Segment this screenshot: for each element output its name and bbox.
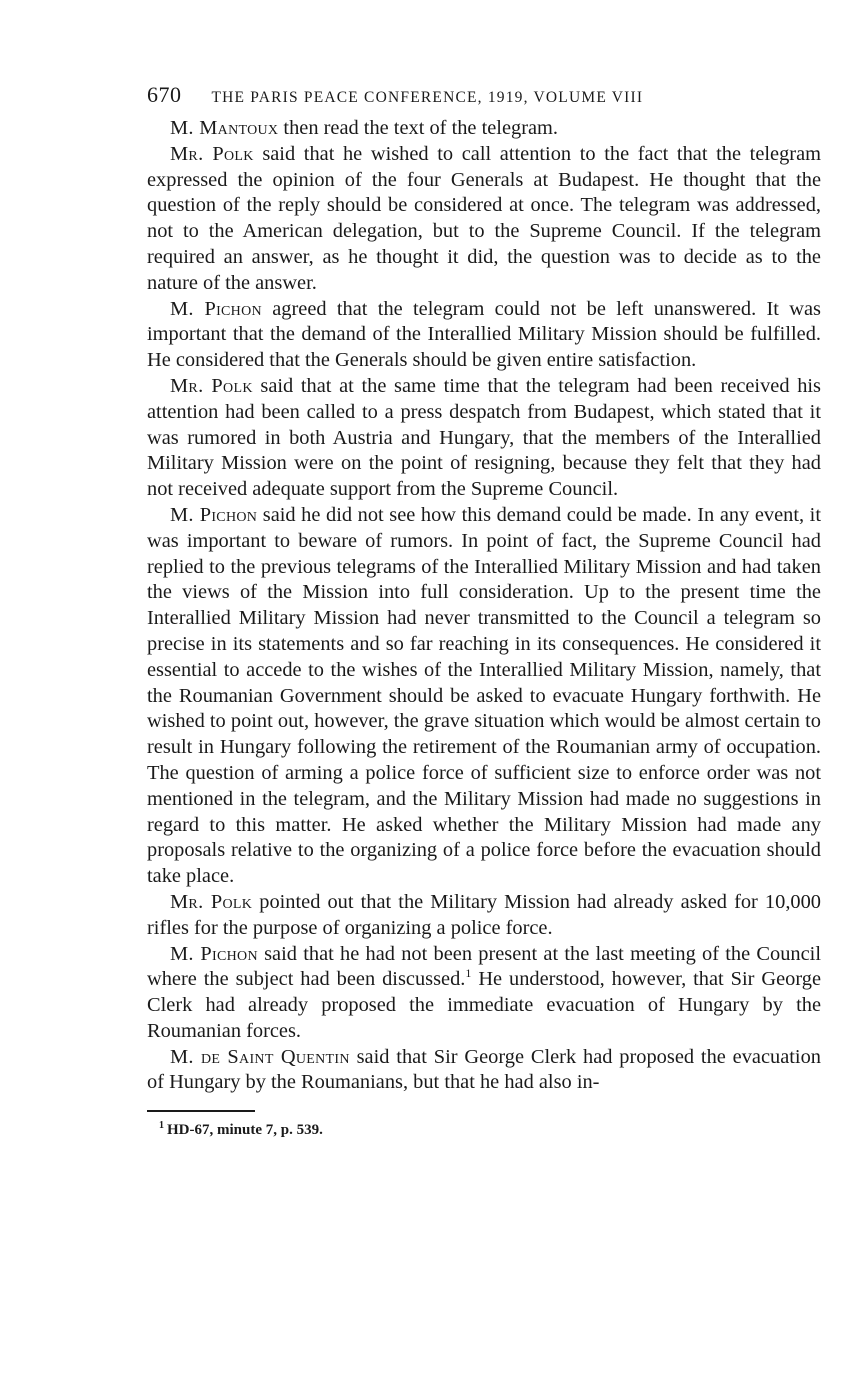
speaker-name: Mr. Polk — [170, 142, 254, 165]
page-number: 670 — [147, 82, 182, 107]
paragraph — [147, 890, 821, 942]
paragraph — [147, 374, 821, 503]
paragraph-text: then read the text of the telegram. — [278, 117, 558, 139]
footnote-divider — [147, 1110, 255, 1112]
footnote-reference[interactable]: 1 — [465, 966, 472, 981]
speaker-name: M. Pichon — [170, 942, 258, 965]
speaker-name: Mr. Polk — [170, 374, 253, 397]
paragraph-text: agreed that the telegram could not be left unanswered. It was important that the demand of the Interallied Military Mission should be fulfilled. He considered that the Generals should be given entire satisfaction. — [147, 297, 821, 372]
paragraph-text: said that at the same time that the telegram had been received his attention had been called to a press despatch from Budapest, which stated that it was rumored in both Austria and Hungary, that the members of the Interallied Military Mission were on the point of resigning, because they felt that they had not received adequate support from the Supreme Council. — [147, 374, 821, 501]
paragraph — [147, 142, 821, 297]
paragraph — [147, 297, 821, 374]
footnote-mark: 1 — [159, 1120, 164, 1132]
paragraph — [147, 116, 821, 142]
paragraph — [147, 1045, 821, 1097]
speaker-name: M. de Saint Quentin — [170, 1045, 350, 1068]
paragraph-text: said that he had not been present at the last meeting of the Council where the subject had been discussed. — [147, 942, 821, 991]
speaker-name: M. Pichon — [170, 503, 258, 526]
speaker-name: M. Mantoux — [170, 117, 279, 139]
speaker-name: M. Pichon — [170, 297, 262, 320]
footnote — [147, 1122, 821, 1139]
paragraph — [147, 503, 821, 890]
paragraph-text: said that he wished to call attention to the fact that the telegram expressed the opinion of the four Generals at Budapest. He thought that the question of the reply should be considered at once. The telegram was addressed, not to the American delegation, but to the Supreme Council. If the telegram required an answer, as he thought it did, the question was to decide as to the nature of the answer. — [147, 142, 821, 294]
paragraph-text: said he did not see how this demand could be made. In any event, it was important to beware of rumors. In point of fact, the Supreme Council had replied to the previous telegrams of the Interallied Military Mission and had taken the views of the Mission into full consideration. Up to the present time the Interallied Military Mission had never transmitted to the Council a telegram so precise in its statements and so far reaching in its consequences. He considered it essential to accede to the wishes of the Interallied Military Mission, namely, that the Roumanian Government should be asked to evacuate Hungary forthwith. He wished to point out, however, the grave situation which would be almost certain to result in Hungary following the retirement of the Roumanian army of occupation. The question of arming a police force of sufficient size to enforce order was not mentioned in the telegram, and the Military Mission had made no suggestions in regard to this matter. He asked whether the Military Mission had made any proposals relative to the organizing of a police force before the evacuation should take place. — [147, 503, 822, 888]
paragraph-text: said that Sir George Clerk had proposed the evacuation of Hungary by the Roumanians, but that he had also in- — [147, 1045, 821, 1094]
running-head — [147, 82, 821, 116]
paragraph — [147, 942, 821, 1045]
body-text — [147, 116, 821, 1096]
footnote-text: HD-67, minute 7, p. 539. — [167, 1122, 323, 1139]
running-title: THE PARIS PEACE CONFERENCE, 1919, VOLUME VIII — [211, 89, 644, 106]
speaker-name: Mr. Polk — [170, 890, 253, 913]
paragraph-text-continued: He understood, however, that Sir George Clerk had already proposed the immediate evacuation of Hungary by the Roumanian forces. — [147, 968, 821, 1042]
paragraph-text: pointed out that the Military Mission had already asked for 10,000 rifles for the purpose of organizing a police force. — [147, 890, 821, 939]
document-page — [147, 82, 821, 1139]
